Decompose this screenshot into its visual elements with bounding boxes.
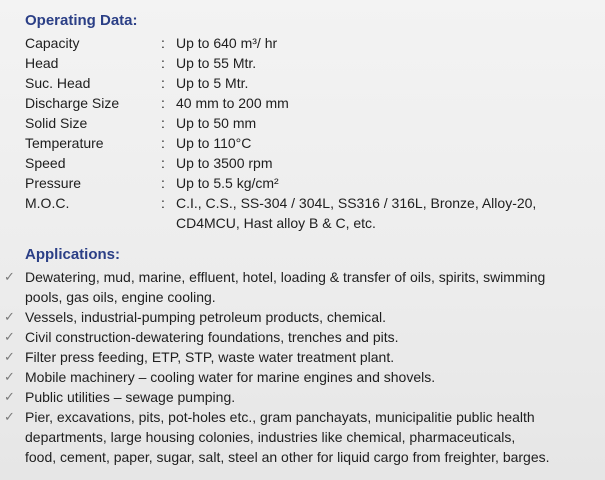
application-text: Public utilities – sewage pumping. [25, 389, 236, 405]
spec-label: Temperature [25, 135, 104, 151]
application-text: food, cement, paper, sugar, salt, steel an other for liquid cargo from freighter, barges. [25, 449, 550, 465]
spec-colon: : [161, 135, 165, 151]
spec-value: Up to 110°C [176, 135, 252, 151]
spec-label: Solid Size [25, 115, 88, 131]
checkmark-icon: ✓ [4, 330, 15, 345]
spec-label: Speed [25, 155, 66, 171]
checkmark-icon: ✓ [4, 350, 15, 365]
operating-data-heading: Operating Data: [25, 12, 138, 29]
spec-value: Up to 55 Mtr. [176, 55, 257, 71]
spec-colon: : [161, 155, 165, 171]
spec-colon: : [161, 175, 165, 191]
spec-value: C.I., C.S., SS-304 / 304L, SS316 / 316L, Bronze, Alloy-20, [176, 195, 537, 211]
spec-colon: : [161, 75, 165, 91]
spec-value: Up to 5.5 kg/cm² [176, 175, 279, 191]
checkmark-icon: ✓ [4, 390, 15, 405]
applications-heading: Applications: [25, 246, 121, 263]
spec-colon: : [161, 95, 165, 111]
spec-colon: : [161, 55, 165, 71]
checkmark-icon: ✓ [4, 410, 15, 425]
checkmark-icon: ✓ [4, 270, 15, 285]
spec-value: Up to 5 Mtr. [176, 75, 249, 91]
spec-value: CD4MCU, Hast alloy B & C, etc. [176, 215, 376, 231]
spec-colon: : [161, 35, 165, 51]
checkmark-icon: ✓ [4, 370, 15, 385]
application-text: Civil construction-dewatering foundations, trenches and pits. [25, 329, 399, 345]
spec-value: 40 mm to 200 mm [176, 95, 289, 111]
spec-label: Discharge Size [25, 95, 120, 111]
application-text: pools, gas oils, engine cooling. [25, 289, 216, 305]
spec-label: M.O.C. [25, 195, 70, 211]
spec-colon: : [161, 195, 165, 211]
application-text: Pier, excavations, pits, pot-holes etc., gram panchayats, municipalitie public health [25, 409, 535, 425]
application-text: Mobile machinery – cooling water for marine engines and shovels. [25, 369, 436, 385]
spec-value: Up to 50 mm [176, 115, 257, 131]
application-text: Filter press feeding, ETP, STP, waste water treatment plant. [25, 349, 395, 365]
checkmark-icon: ✓ [4, 310, 15, 325]
application-text: Dewatering, mud, marine, effluent, hotel, loading & transfer of oils, spirits, swimming [25, 269, 546, 285]
spec-value: Up to 640 m³/ hr [176, 35, 278, 51]
spec-value: Up to 3500 rpm [176, 155, 273, 171]
spec-label: Capacity [25, 35, 80, 51]
spec-label: Pressure [25, 175, 82, 191]
spec-label: Head [25, 55, 59, 71]
spec-label: Suc. Head [25, 75, 91, 91]
application-text: departments, large housing colonies, industries like chemical, pharmaceuticals, [25, 429, 516, 445]
spec-colon: : [161, 115, 165, 131]
application-text: Vessels, industrial-pumping petroleum products, chemical. [25, 309, 387, 325]
